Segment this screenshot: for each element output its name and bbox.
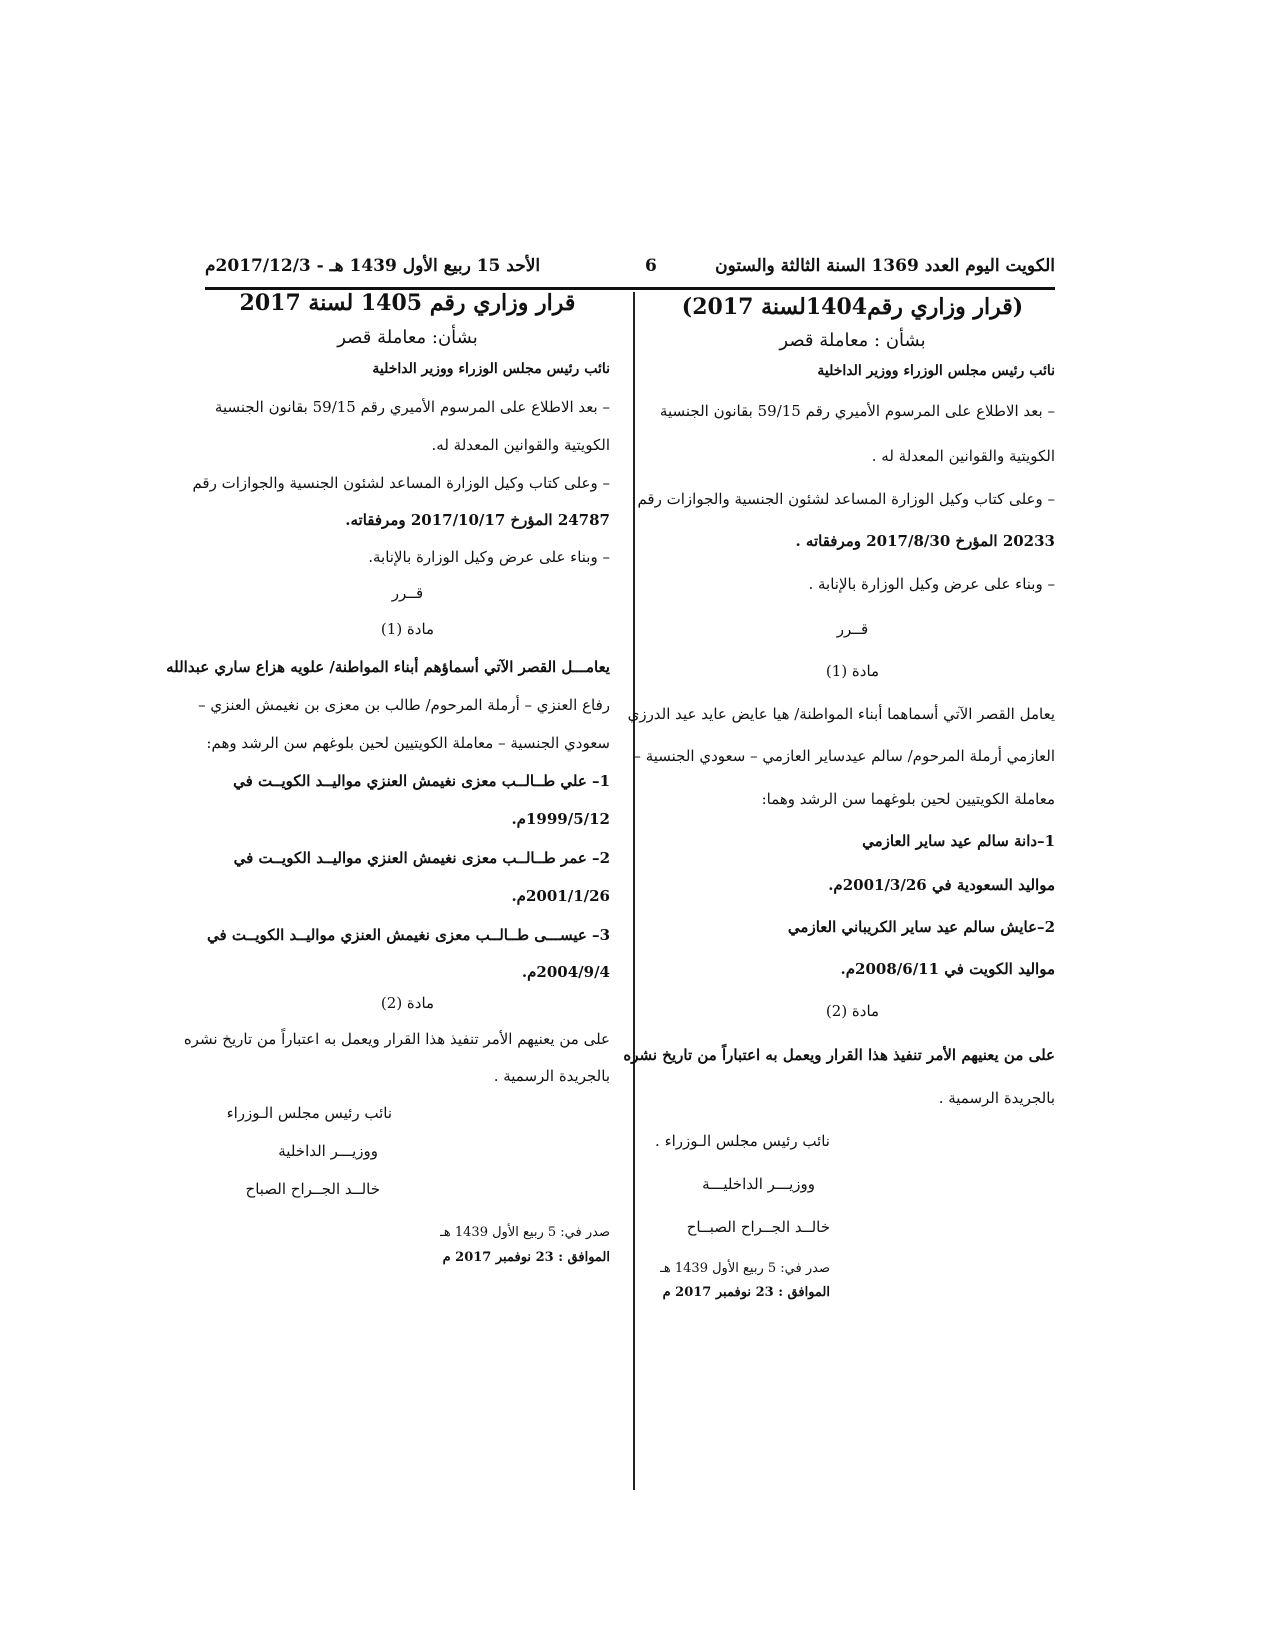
issuing-authority: نائب رئيس مجلس الوزراء ووزير الداخلية (817, 363, 1055, 379)
article-2-line: بالجريدة الرسمية . (493, 1067, 610, 1085)
issue-date: الأحد 15 ربيع الأول 1439 هـ - 2017/12/3م (205, 256, 541, 276)
minor-3-line: 2004/9/4م. (521, 963, 610, 981)
signature-title: نائب رئيس مجلس الـوزراء . (655, 1132, 830, 1150)
minor-2-name: 2–عايش سالم عيد ساير الكريباني العازمي (787, 918, 1055, 936)
minor-1-line: 1– علي طــالــب معزى نغيمش العنزي مواليــد الكويــت في (233, 772, 610, 790)
issuing-authority: نائب رئيس مجلس الوزراء ووزير الداخلية (372, 361, 610, 377)
minor-2-line: 2– عمر طــالــب معزى نغيمش العنزي مواليــد الكويــت في (233, 849, 610, 867)
minor-2-birth: مواليد الكويت في 2008/6/11م. (840, 960, 1055, 978)
decree-subject: بشأن : معاملة قصر (779, 330, 926, 351)
article-2-heading: مادة (2) (825, 1002, 880, 1020)
minor-3-line: 3– عيســـى طــالــب معزى نغيمش العنزي مواليــد الكويــت في (206, 926, 610, 944)
signatory-name: خالــد الجــراح الصباح (245, 1180, 380, 1198)
article-1-line: يعامـــل القصر الآتي أسماؤهم أبناء المواطنة/ علويه هزاع ساري عبدالله (166, 658, 610, 676)
signature-title: ووزيـــر الداخليـــة (702, 1175, 815, 1193)
article-1-line: سعودي الجنسية – معاملة الكويتيين لحين بلوغهم سن الرشد وهم: (206, 734, 610, 752)
article-2-line: على من يعنيهم الأمر تنفيذ هذا القرار ويعمل به اعتباراً من تاريخ نشره (623, 1046, 1055, 1064)
decree-title: قرار وزاري رقم 1405 لسنة 2017 (239, 290, 576, 316)
page-header (205, 256, 1055, 286)
issue-date: صدر في: 5 ربيع الأول 1439 هـ (440, 1225, 610, 1240)
article-1-line: يعامل القصر الآتي أسماهما أبناء المواطنة/ هيا عايض عايد عيد الدرزي (627, 705, 1055, 723)
preamble-line: الكويتية والقوانين المعدلة له. (431, 436, 610, 454)
article-2-line: بالجريدة الرسمية . (938, 1089, 1055, 1107)
preamble-line: 20233 المؤرخ 2017/8/30 ومرفقاته . (795, 532, 1055, 550)
decree-subject: بشأن: معاملة قصر (337, 327, 478, 348)
preamble-line: الكويتية والقوانين المعدلة له . (871, 447, 1055, 465)
article-1-heading: مادة (1) (380, 620, 435, 638)
preamble-line: – وعلى كتاب وكيل الوزارة المساعد لشئون الجنسية والجوازات رقم (637, 490, 1055, 508)
column-divider (633, 292, 635, 1490)
signatory-name: خالــد الجــراح الصبــاح (686, 1218, 830, 1236)
article-1-line: رفاع العنزي – أرملة المرحوم/ طالب بن معزى بن نغيمش العنزي – (198, 696, 610, 714)
article-2-heading: مادة (2) (380, 994, 435, 1012)
preamble-line: – بعد الاطلاع على المرسوم الأميري رقم 59/15 بقانون الجنسية (659, 402, 1055, 420)
newspaper-issue-info: الكويت اليوم العدد 1369 السنة الثالثة والستون (715, 256, 1055, 276)
decree-title: (قرار وزاري رقم1404لسنة 2017) (681, 294, 1024, 320)
article-1-heading: مادة (1) (825, 662, 880, 680)
preamble-line: 24787 المؤرخ 2017/10/17 ومرفقاته. (345, 511, 610, 529)
preamble-line: – بعد الاطلاع على المرسوم الأميري رقم 59/15 بقانون الجنسية (214, 398, 610, 416)
article-2-line: على من يعنيهم الأمر تنفيذ هذا القرار ويعمل به اعتباراً من تاريخ نشره (183, 1030, 610, 1048)
signature-title: ووزيـــر الداخلية (278, 1142, 378, 1160)
minor-2-line: 2001/1/26م. (511, 887, 610, 905)
minor-1-line: 1999/5/12م. (511, 810, 610, 828)
page-number: 6 (645, 256, 657, 276)
gregorian-date: الموافق : 23 نوفمبر 2017 م (662, 1285, 830, 1300)
preamble-line: – وبناء على عرض وكيل الوزارة بالإنابة . (808, 575, 1055, 593)
gregorian-date: الموافق : 23 نوفمبر 2017 م (442, 1250, 610, 1265)
article-1-line: العازمي أرملة المرحوم/ سالم عيدساير العازمي – سعودي الجنسية – (633, 747, 1055, 765)
decided-heading: قــرر (836, 620, 869, 638)
preamble-line: – وعلى كتاب وكيل الوزارة المساعد لشئون الجنسية والجوازات رقم (192, 474, 610, 492)
minor-1-name: 1–دانة سالم عيد ساير العازمي (862, 832, 1055, 850)
signature-title: نائب رئيس مجلس الـوزراء (226, 1104, 392, 1122)
minor-1-birth: مواليد السعودية في 2001/3/26م. (828, 876, 1055, 894)
decided-heading: قــرر (391, 584, 424, 602)
preamble-line: – وبناء على عرض وكيل الوزارة بالإنابة. (368, 548, 610, 566)
article-1-line: معاملة الكويتيين لحين بلوغهما سن الرشد وهما: (761, 790, 1055, 808)
issue-date: صدر في: 5 ربيع الأول 1439 هـ (660, 1261, 830, 1276)
